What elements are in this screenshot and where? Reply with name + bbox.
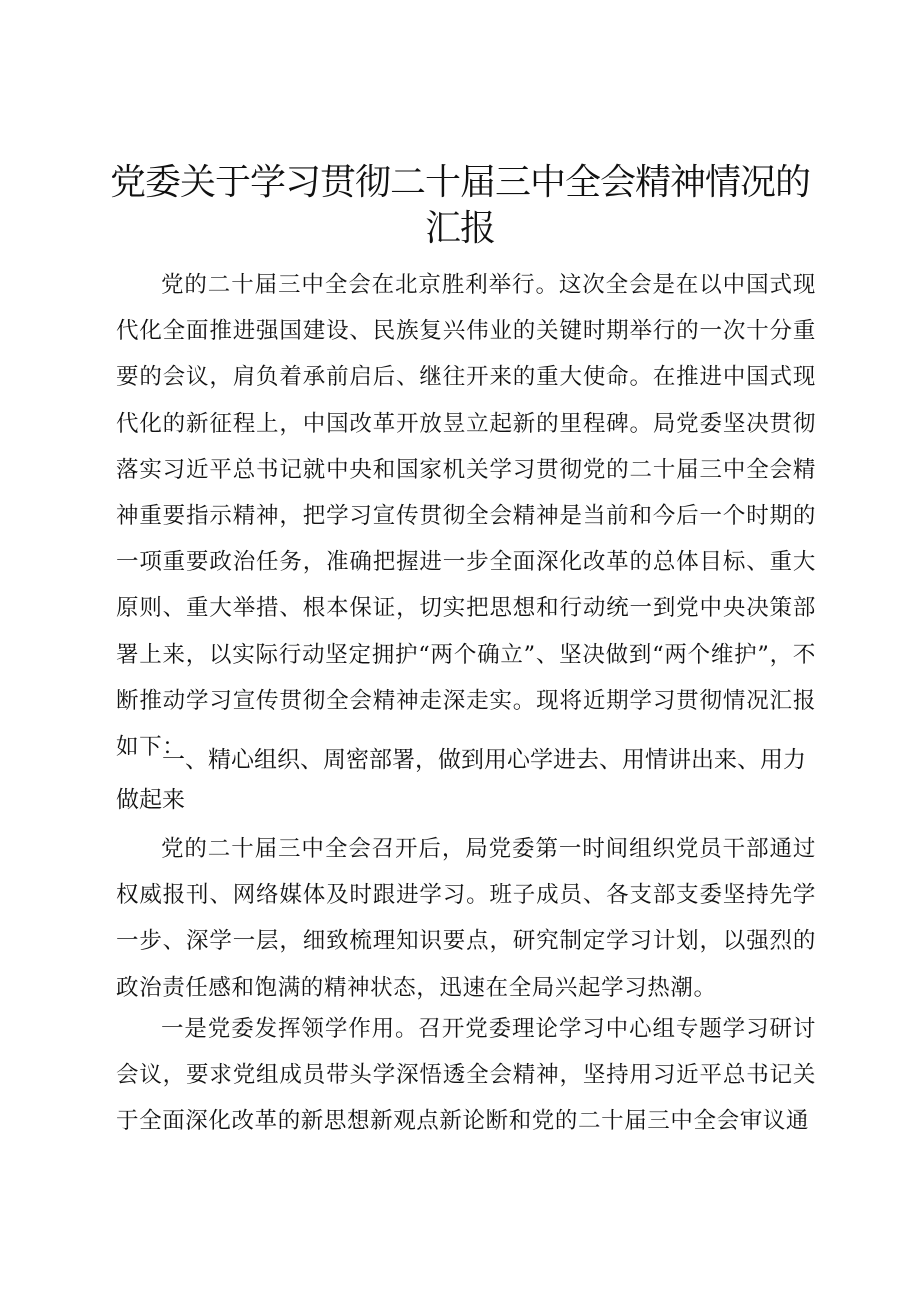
section-paragraph: 一是党委发挥领学作用。召开党委理论学习中心组专题学习研讨会议，要求党组成员带头学深悟透全会精神，坚持用习近平总书记关于全面深化改革的新思想新观点新论断和党的二十届三中全会审议通: [116, 1016, 816, 1135]
intro-paragraph: 党的二十届三中全会在北京胜利举行。这次全会是在以中国式现代化全面推进强国建设、民族复兴伟业的关键时期举行的一次十分重要的会议，肩负着承前启后、继往开来的重大使命。在推进中国式现代化的新征程上，中国改革开放昱立起新的里程碑。局党委坚决贯彻落实习近平总书记就中央和国家机关学习贯彻党的二十届三中全会精神重要指示精神，把学习宣传贯彻全会精神是当前和今后一个时期的一项重要政治任务，准确把握进一步全面深化改革的总体目标、重大原则、重大举措、根本保证，切实把思想和行动统一到党中央决策部署上来，以实际行动坚定拥护“两个确立”、坚决做到“两个维护”，不断推动学习宣传贯彻全会精神走深走实。现将近期学习贯彻情况汇报如下：: [116, 272, 816, 761]
section-heading: 一、精心组织、周密部署，做到用心学进去、用情讲出来、用力做起来: [116, 747, 806, 813]
document-title: 党委关于学习贯彻二十届三中全会精神情况的汇报: [110, 162, 811, 249]
section-paragraph: 党的二十届三中全会召开后，局党委第一时间组织党员干部通过权威报刊、网络媒体及时跟进学习。班子成员、各支部支委坚持先学一步、深学一层，细致梳理知识要点，研究制定学习计划，以强烈的政治责任感和饱满的精神状态，迅速在全局兴起学习热潮。: [116, 836, 816, 1001]
